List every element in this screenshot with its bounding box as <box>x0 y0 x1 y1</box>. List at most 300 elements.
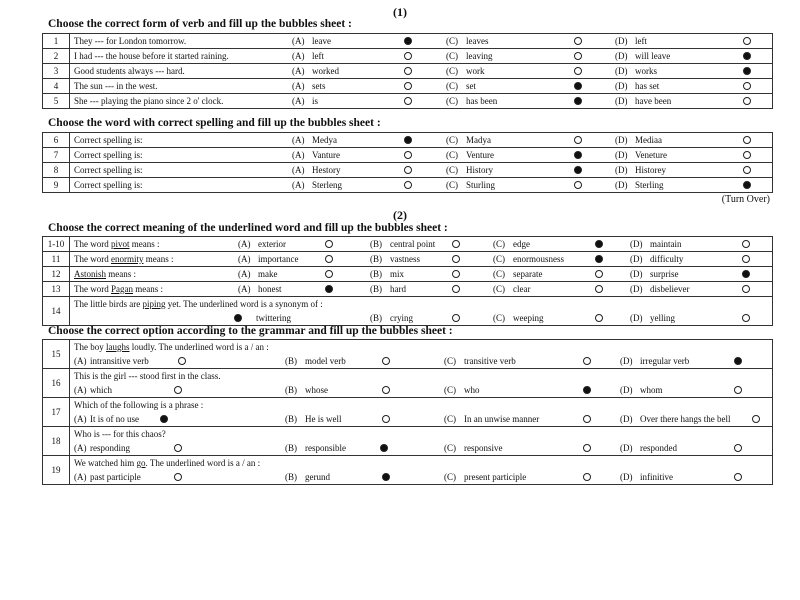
option-text: Sterling <box>635 180 664 190</box>
question-prefix: The boy <box>74 342 106 352</box>
option-text: responsive <box>464 443 503 453</box>
question-number: 13 <box>43 282 70 297</box>
option-letter: (A) <box>74 356 87 366</box>
question-number: 4 <box>43 79 70 94</box>
option-text: difficulty <box>650 254 684 264</box>
answer-bubble[interactable] <box>595 240 603 248</box>
question-prefix: Who is --- for this chaos? <box>74 429 166 439</box>
option-text: gerund <box>305 472 330 482</box>
option-text: who <box>464 385 480 395</box>
question-number: 1 <box>43 34 70 49</box>
answer-bubble[interactable] <box>404 97 412 105</box>
option-letter: (B) <box>370 239 382 249</box>
answer-bubble[interactable] <box>404 181 412 189</box>
answer-bubble[interactable] <box>595 270 603 278</box>
underlined-word: go <box>136 458 146 468</box>
answer-bubble[interactable] <box>595 255 603 263</box>
option-text: clear <box>513 284 531 294</box>
option-text: twittering <box>256 313 291 323</box>
option-text: enormousness <box>513 254 564 264</box>
question-number: 11 <box>43 252 70 267</box>
question-cell <box>70 456 773 485</box>
question-prefix: The word <box>74 254 111 264</box>
option-letter: (C) <box>493 313 505 323</box>
question-number: 18 <box>43 427 70 456</box>
question-cell <box>70 340 773 369</box>
option-letter: (C) <box>493 254 505 264</box>
answer-bubble[interactable] <box>574 136 582 144</box>
underlined-word: laughs <box>106 342 130 352</box>
question-line <box>74 79 768 93</box>
option-letter: (B) <box>370 284 382 294</box>
option-text: work <box>466 66 485 76</box>
question-suffix: means : <box>106 269 137 279</box>
section-title-verb-form: Choose the correct form of verb and fill up the bubbles sheet : <box>48 18 352 30</box>
grammar-table <box>42 339 773 485</box>
question-suffix: . The underlined word is a / an : <box>145 458 261 468</box>
answer-bubble[interactable] <box>743 52 751 60</box>
option-text: Medya <box>312 135 337 145</box>
option-text: mix <box>390 269 405 279</box>
question-number: 15 <box>43 340 70 369</box>
option-letter: (C) <box>444 385 456 395</box>
question-text <box>74 458 260 468</box>
question-cell <box>70 49 773 64</box>
underlined-word: Pagan <box>111 284 133 294</box>
option-letter: (D) <box>620 472 633 482</box>
option-text: infinitive <box>640 472 673 482</box>
verb-form-table <box>42 33 773 109</box>
answer-bubble[interactable] <box>595 314 603 322</box>
option-text: left <box>635 36 647 46</box>
question-number: 8 <box>43 163 70 178</box>
section-title-spelling: Choose the word with correct spelling and fill up the bubbles sheet : <box>48 117 381 129</box>
question-row <box>43 297 773 326</box>
answer-bubble[interactable] <box>574 67 582 75</box>
question-line <box>74 163 768 177</box>
option-text: Over there hangs the bell <box>640 414 731 424</box>
question-suffix: yet. The underlined word is a synonym of : <box>165 299 323 309</box>
option-letter: (C) <box>446 51 458 61</box>
option-text: History <box>466 165 493 175</box>
option-text: surprise <box>650 269 679 279</box>
answer-bubble[interactable] <box>178 357 186 365</box>
answer-bubble[interactable] <box>382 473 390 481</box>
question-row <box>43 94 773 109</box>
option-letter: (D) <box>630 254 643 264</box>
question-row <box>43 252 773 267</box>
answer-bubble[interactable] <box>404 67 412 75</box>
option-text: present participle <box>464 472 527 482</box>
option-text: model verb <box>305 356 346 366</box>
options-line <box>74 354 768 368</box>
option-text: He is well <box>305 414 342 424</box>
answer-bubble[interactable] <box>583 473 591 481</box>
question-number: 1-10 <box>43 237 70 252</box>
option-letter: (C) <box>446 150 458 160</box>
option-letter: (A) <box>292 150 305 160</box>
option-letter: (C) <box>446 66 458 76</box>
answer-bubble[interactable] <box>404 82 412 90</box>
option-text: responded <box>640 443 677 453</box>
question-line <box>74 369 768 383</box>
question-cell <box>70 369 773 398</box>
option-text: which <box>90 385 112 395</box>
answer-bubble[interactable] <box>752 415 760 423</box>
question-cell <box>70 79 773 94</box>
question-number: 3 <box>43 64 70 79</box>
option-letter: (A) <box>74 472 87 482</box>
question-number: 19 <box>43 456 70 485</box>
option-text: is <box>312 96 319 106</box>
question-text <box>74 299 323 309</box>
question-row <box>43 340 773 369</box>
question-line <box>74 427 768 441</box>
question-suffix: loudly. The underlined word is a / an : <box>129 342 269 352</box>
answer-bubble[interactable] <box>583 415 591 423</box>
answer-bubble[interactable] <box>734 357 742 365</box>
option-letter: (D) <box>615 165 628 175</box>
question-line <box>74 148 768 162</box>
answer-bubble[interactable] <box>574 37 582 45</box>
option-text: Vanture <box>312 150 340 160</box>
answer-bubble[interactable] <box>743 82 751 90</box>
answer-bubble[interactable] <box>734 386 742 394</box>
question-text <box>74 254 174 264</box>
option-text: Hestory <box>312 165 341 175</box>
question-row <box>43 79 773 94</box>
option-text: honest <box>258 284 282 294</box>
option-letter: (A) <box>292 66 305 76</box>
option-text: leaving <box>466 51 493 61</box>
option-text: whom <box>640 385 663 395</box>
answer-bubble[interactable] <box>452 285 460 293</box>
option-letter: (D) <box>620 414 633 424</box>
option-letter: (B) <box>370 269 382 279</box>
question-cell <box>70 237 773 252</box>
option-letter: (B) <box>285 356 297 366</box>
option-letter: (D) <box>615 150 628 160</box>
question-row <box>43 237 773 252</box>
question-line <box>74 282 768 296</box>
answer-bubble[interactable] <box>404 166 412 174</box>
answer-bubble[interactable] <box>452 255 460 263</box>
question-text <box>74 371 220 381</box>
answer-bubble[interactable] <box>404 151 412 159</box>
question-row <box>43 49 773 64</box>
option-text: separate <box>513 269 543 279</box>
page-number-1: (1) <box>393 5 407 19</box>
question-row <box>43 163 773 178</box>
answer-bubble[interactable] <box>174 473 182 481</box>
option-letter: (A) <box>74 414 87 424</box>
question-cell <box>70 427 773 456</box>
answer-bubble[interactable] <box>742 285 750 293</box>
option-text: irregular verb <box>640 356 690 366</box>
option-letter: (D) <box>630 313 643 323</box>
question-line <box>74 267 768 281</box>
option-letter: (A) <box>292 96 305 106</box>
question-cell <box>70 94 773 109</box>
option-letter: (C) <box>493 239 505 249</box>
meaning-table <box>42 236 773 326</box>
options-line <box>74 383 768 397</box>
section-title-meaning: Choose the correct meaning of the underlined word and fill up the bubbles sheet : <box>48 222 448 234</box>
question-text <box>74 400 203 410</box>
answer-bubble[interactable] <box>742 314 750 322</box>
question-prefix: The word <box>74 284 111 294</box>
option-text: intransitive verb <box>90 356 149 366</box>
question-text: Correct spelling is: <box>74 180 143 190</box>
option-text: Mediaa <box>635 135 662 145</box>
option-letter: (A) <box>74 385 87 395</box>
question-text: She --- playing the piano since 2 o' clock. <box>74 96 224 106</box>
option-letter: (C) <box>446 36 458 46</box>
option-letter: (A) <box>74 443 87 453</box>
question-cell <box>70 282 773 297</box>
option-letter: (A) <box>238 254 251 264</box>
option-letter: (D) <box>615 96 628 106</box>
question-cell <box>70 267 773 282</box>
question-number: 9 <box>43 178 70 193</box>
option-text: worked <box>312 66 339 76</box>
option-text: past participle <box>90 472 141 482</box>
answer-bubble[interactable] <box>404 136 412 144</box>
option-letter: (A) <box>238 239 251 249</box>
question-row <box>43 398 773 427</box>
answer-bubble[interactable] <box>743 166 751 174</box>
question-number: 7 <box>43 148 70 163</box>
page-number-2: (2) <box>393 208 407 222</box>
question-cell <box>70 297 773 326</box>
question-cell <box>70 34 773 49</box>
answer-bubble[interactable] <box>574 181 582 189</box>
option-text: make <box>258 269 278 279</box>
question-number: 2 <box>43 49 70 64</box>
option-text: Sterleng <box>312 180 342 190</box>
question-line <box>74 34 768 48</box>
answer-bubble[interactable] <box>743 181 751 189</box>
option-text: responding <box>90 443 130 453</box>
option-text: responsible <box>305 443 346 453</box>
option-letter: (D) <box>615 66 628 76</box>
option-text: edge <box>513 239 530 249</box>
question-row <box>43 133 773 148</box>
question-line <box>74 340 768 354</box>
underlined-word: enormity <box>111 254 144 264</box>
question-suffix: means : <box>133 284 163 294</box>
option-letter: (C) <box>444 472 456 482</box>
option-text: crying <box>390 313 413 323</box>
question-row <box>43 178 773 193</box>
option-text: Madya <box>466 135 491 145</box>
question-text <box>74 342 269 352</box>
option-letter: (D) <box>615 180 628 190</box>
question-text: Correct spelling is: <box>74 135 143 145</box>
question-line <box>74 398 768 412</box>
answer-bubble[interactable] <box>742 255 750 263</box>
question-text <box>74 284 163 294</box>
option-text: have been <box>635 96 672 106</box>
option-letter: (C) <box>444 356 456 366</box>
question-text <box>74 429 166 439</box>
option-letter: (A) <box>238 284 251 294</box>
answer-bubble[interactable] <box>574 82 582 90</box>
underlined-word: piping <box>142 299 166 309</box>
answer-bubble[interactable] <box>174 386 182 394</box>
options-line <box>74 441 768 455</box>
option-letter: (D) <box>615 81 628 91</box>
question-cell <box>70 64 773 79</box>
option-text: vastness <box>390 254 420 264</box>
question-text <box>74 239 160 249</box>
answer-bubble[interactable] <box>743 136 751 144</box>
option-text: will leave <box>635 51 671 61</box>
answer-bubble[interactable] <box>583 444 591 452</box>
answer-bubble[interactable] <box>574 166 582 174</box>
option-text: hard <box>390 284 406 294</box>
option-letter: (A) <box>292 180 305 190</box>
option-text: disbeliever <box>650 284 690 294</box>
question-number: 16 <box>43 369 70 398</box>
answer-bubble[interactable] <box>583 357 591 365</box>
answer-bubble[interactable] <box>743 97 751 105</box>
question-line <box>74 49 768 63</box>
option-letter: (B) <box>285 443 297 453</box>
option-text: sets <box>312 81 326 91</box>
option-text: yelling <box>650 313 675 323</box>
question-line <box>74 237 768 251</box>
question-prefix: The word <box>74 239 111 249</box>
option-text: maintain <box>650 239 682 249</box>
answer-bubble[interactable] <box>734 473 742 481</box>
answer-bubble[interactable] <box>742 240 750 248</box>
option-text: works <box>635 66 657 76</box>
question-number: 12 <box>43 267 70 282</box>
option-text: Venture <box>466 150 494 160</box>
question-row <box>43 369 773 398</box>
answer-bubble[interactable] <box>452 270 460 278</box>
option-letter: (C) <box>446 81 458 91</box>
option-letter: (A) <box>292 36 305 46</box>
option-letter: (D) <box>615 51 628 61</box>
question-row <box>43 427 773 456</box>
option-letter: (D) <box>630 239 643 249</box>
answer-bubble[interactable] <box>325 285 333 293</box>
option-letter: (B) <box>285 385 297 395</box>
option-letter: (B) <box>370 254 382 264</box>
question-line <box>74 64 768 78</box>
option-letter: (A) <box>292 81 305 91</box>
answer-bubble[interactable] <box>734 444 742 452</box>
answer-bubble[interactable] <box>743 151 751 159</box>
option-letter: (D) <box>615 36 628 46</box>
question-prefix: The little birds are <box>74 299 143 309</box>
question-row <box>43 456 773 485</box>
answer-bubble[interactable] <box>574 52 582 60</box>
question-prefix: This is the girl --- stood first in the class. <box>74 371 221 381</box>
answer-bubble[interactable] <box>382 415 390 423</box>
question-number: 17 <box>43 398 70 427</box>
question-cell <box>70 148 773 163</box>
option-letter: (A) <box>292 165 305 175</box>
answer-bubble[interactable] <box>380 444 388 452</box>
option-letter: (C) <box>444 443 456 453</box>
answer-bubble[interactable] <box>595 285 603 293</box>
question-text: They --- for London tomorrow. <box>74 36 187 46</box>
option-letter: (A) <box>292 51 305 61</box>
option-text: left <box>312 51 324 61</box>
answer-bubble[interactable] <box>574 97 582 105</box>
option-text: In an unwise manner <box>464 414 540 424</box>
question-row <box>43 148 773 163</box>
question-line <box>74 252 768 266</box>
option-letter: (A) <box>292 135 305 145</box>
option-text: leave <box>312 36 331 46</box>
option-text: whose <box>305 385 328 395</box>
answer-bubble[interactable] <box>325 240 333 248</box>
question-line <box>74 133 768 147</box>
question-number: 5 <box>43 94 70 109</box>
question-row <box>43 267 773 282</box>
answer-bubble[interactable] <box>404 52 412 60</box>
option-letter: (C) <box>493 284 505 294</box>
option-text: Veneture <box>635 150 667 160</box>
question-prefix: Which of the following is a phrase : <box>74 400 204 410</box>
answer-bubble[interactable] <box>743 37 751 45</box>
option-text: Historey <box>635 165 666 175</box>
answer-bubble[interactable] <box>160 415 168 423</box>
question-text: Correct spelling is: <box>74 150 143 160</box>
option-letter: (C) <box>446 180 458 190</box>
answer-bubble[interactable] <box>234 314 242 322</box>
question-cell <box>70 163 773 178</box>
question-cell <box>70 252 773 267</box>
option-letter: (C) <box>493 269 505 279</box>
option-letter: (D) <box>630 284 643 294</box>
options-line <box>74 470 768 484</box>
answer-bubble[interactable] <box>325 270 333 278</box>
question-suffix: means : <box>129 239 160 249</box>
answer-bubble[interactable] <box>382 357 390 365</box>
question-prefix: We watched him <box>74 458 137 468</box>
question-suffix: means : <box>143 254 174 264</box>
section-title-grammar: Choose the correct option according to the grammar and fill up the bubbles sheet : <box>48 325 453 337</box>
answer-bubble[interactable] <box>574 151 582 159</box>
question-line <box>74 178 768 192</box>
question-row <box>43 282 773 297</box>
answer-bubble[interactable] <box>174 444 182 452</box>
answer-bubble[interactable] <box>404 37 412 45</box>
option-letter: (B) <box>285 414 297 424</box>
option-letter: (D) <box>620 385 633 395</box>
answer-bubble[interactable] <box>382 386 390 394</box>
answer-bubble[interactable] <box>743 67 751 75</box>
answer-bubble[interactable] <box>325 255 333 263</box>
option-text: weeping <box>513 313 544 323</box>
answer-bubble[interactable] <box>742 270 750 278</box>
turn-over-note: (Turn Over) <box>721 194 770 205</box>
option-letter: (D) <box>630 269 643 279</box>
answer-bubble[interactable] <box>583 386 591 394</box>
question-cell <box>70 178 773 193</box>
options-line <box>74 412 768 426</box>
question-text: The sun --- in the west. <box>74 81 158 91</box>
answer-bubble[interactable] <box>452 240 460 248</box>
answer-bubble[interactable] <box>452 314 460 322</box>
option-letter: (C) <box>446 165 458 175</box>
question-row <box>43 64 773 79</box>
